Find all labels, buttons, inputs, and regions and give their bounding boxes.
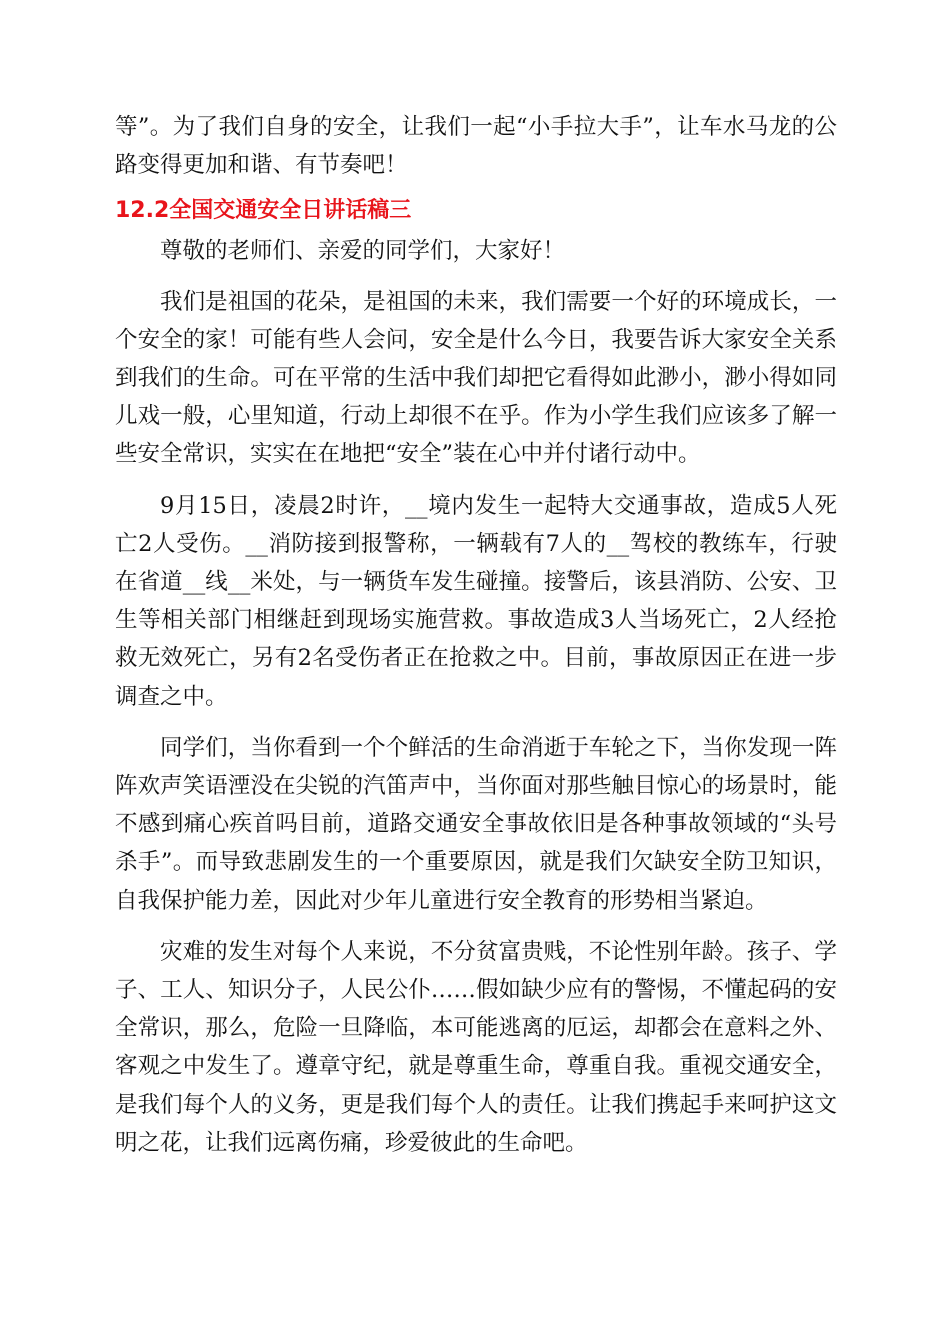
body-paragraph-3: 同学们，当你看到一个个鲜活的生命消逝于车轮之下，当你发现一阵阵欢声笑语湮没在尖锐的汽笛声中，当你面对那些触目惊心的场景时，能不感到痛心疾首吗目前，道路交通安全事故依旧是各种事故领域的“头号杀手”。而导致悲剧发生的一个重要原因，就是我们欠缺安全防卫知识，自我保护能力差，因此对少年儿童进行安全教育的形势相当紧迫。 <box>115 734 837 914</box>
section-heading: 12.2全国交通安全日讲话稿三 <box>115 198 412 224</box>
greeting-paragraph: 尊敬的老师们、亲爱的同学们，大家好！ <box>160 238 566 265</box>
body-paragraph-1: 我们是祖国的花朵，是祖国的未来，我们需要一个好的环境成长，一个安全的家！可能有些人会问，安全是什么今日，我要告诉大家安全关系到我们的生命。可在平常的生活中我们却把它看得如此渺小，渺小得如同儿戏一般，心里知道，行动上却很不在乎。作为小学生我们应该多了解一些安全常识，实实在在地把“安全”装在心中并付诸行动中。 <box>115 288 837 468</box>
body-paragraph-2: 9月15日，凌晨2时许，__境内发生一起特大交通事故，造成5人死亡2人受伤。__消防接到报警称，一辆载有7人的__驾校的教练车，行驶在省道__线__米处，与一辆货车发生碰撞。接警后，该县消防、公安、卫生等相关部门相继赶到现场实施营救。事故造成3人当场死亡，2人经抢救无效死亡，另有2名受伤者正在抢救之中。目前，事故原因正在进一步调查之中。 <box>115 492 837 710</box>
document-body <box>115 108 837 1162</box>
body-paragraph-4: 灾难的发生对每个人来说，不分贫富贵贱，不论性别年龄。孩子、学子、工人、知识分子，人民公仆……假如缺少应有的警惕，不懂起码的安全常识，那么，危险一旦降临，本可能逃离的厄运，却都会在意料之外、客观之中发生了。遵章守纪，就是尊重生命，尊重自我。重视交通安全，是我们每个人的义务，更是我们每个人的责任。让我们携起手来呵护这文明之花，让我们远离伤痛，珍爱彼此的生命吧。 <box>115 938 837 1156</box>
continuation-paragraph: 等”。为了我们自身的安全，让我们一起“小手拉大手”，让车水马龙的公路变得更加和谐、有节奏吧！ <box>115 114 837 179</box>
